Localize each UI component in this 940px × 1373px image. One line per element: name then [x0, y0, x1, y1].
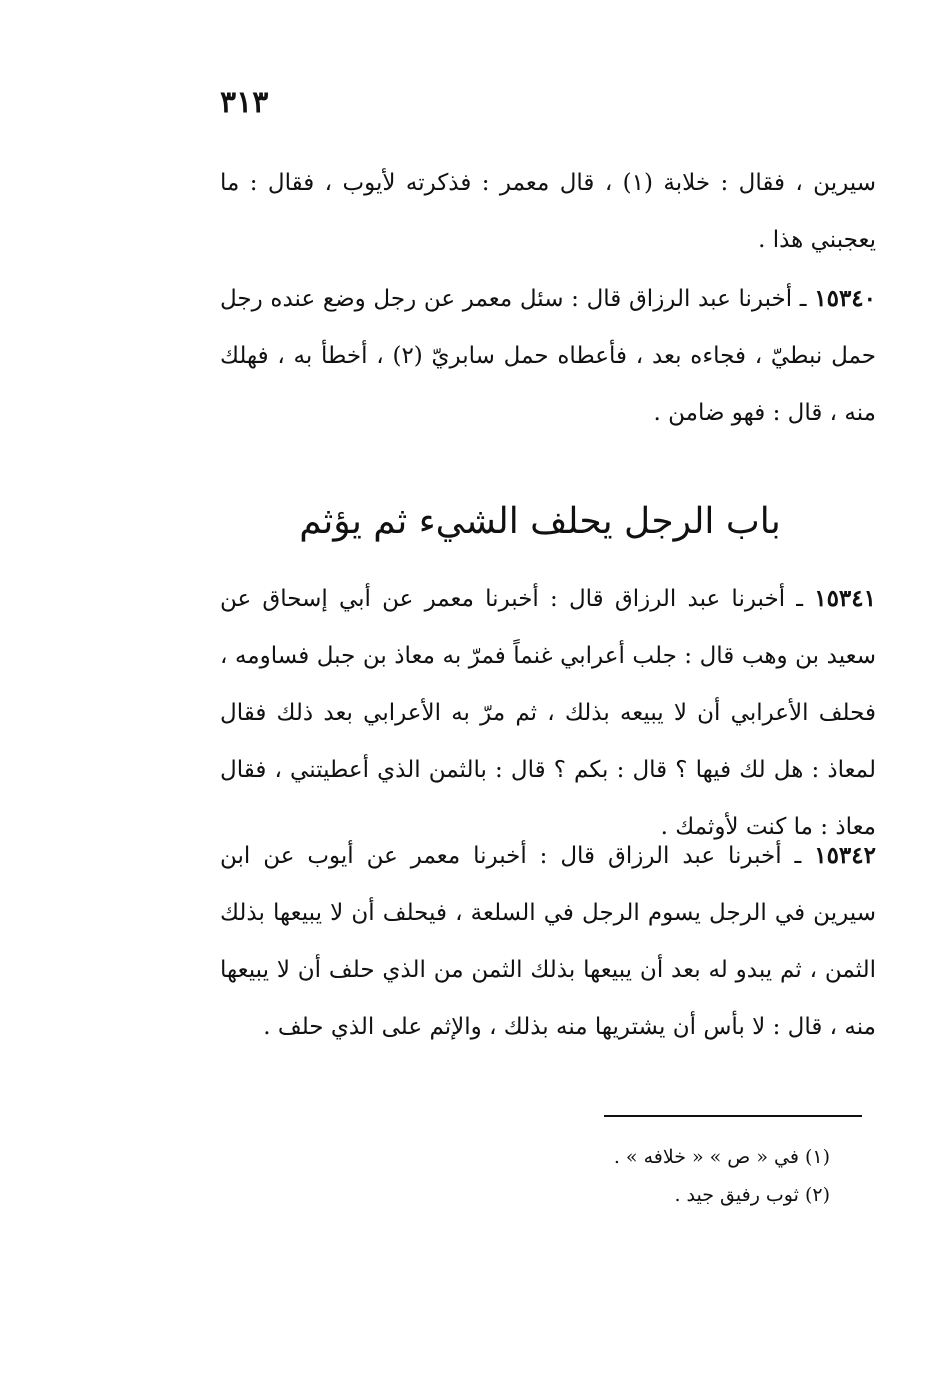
paragraph-text: سيرين ، فقال : خلابة (١) ، قال معمر : فذكرته لأيوب ، فقال : ما يعجبني هذا . — [220, 170, 876, 253]
footnote-2: (٢) ثوب رفيق جيد . — [674, 1184, 830, 1206]
footnotes — [430, 1138, 830, 1214]
hadith-number: ١٥٣٤٢ — [814, 842, 876, 869]
continuation-paragraph — [220, 155, 876, 269]
hadith-entry-15342 — [220, 827, 876, 1056]
hadith-entry-15340 — [220, 270, 876, 442]
hadith-text: ـ أخبرنا عبد الرزاق قال : أخبرنا معمر عن أيوب عن ابن سيرين في الرجل يسوم الرجل في السلعة ، فيحلف أن لا يبيعها بذلك الثمن ، ثم يبدو له بعد أن يبيعها بذلك الثمن من الذي حلف أن لا يبيعها منه ، قال : لا بأس أن يشتريها منه بذلك ، والإثم على الذي حلف . — [220, 843, 876, 1040]
chapter-heading: باب الرجل يحلف الشيء ثم يؤثم — [299, 501, 781, 542]
footnote-divider — [604, 1115, 862, 1117]
footnote-1: (١) في « ص » « خلافه » . — [613, 1146, 830, 1168]
hadith-entry-15341 — [220, 570, 876, 856]
hadith-text: ـ أخبرنا عبد الرزاق قال : سئل معمر عن رجل وضع عنده رجل حمل نبطيّ ، فجاءه بعد ، فأعطاه حمل سابريّ (٢) ، أخطأ به ، فهلك منه ، قال : فهو ضامن . — [220, 286, 876, 426]
page-number: ٣١٣ — [220, 85, 269, 120]
hadith-number: ١٥٣٤١ — [814, 585, 876, 612]
hadith-number: ١٥٣٤٠ — [814, 285, 877, 312]
hadith-text: ـ أخبرنا عبد الرزاق قال : أخبرنا معمر عن أبي إسحاق عن سعيد بن وهب قال : جلب أعرابي غنماً فمرّ به معاذ بن جبل فساومه ، فحلف الأعرابي أن لا يبيعه بذلك ، ثم مرّ به الأعرابي بعد ذلك فقال لمعاذ : هل لك فيها ؟ قال : بكم ؟ قال : بالثمن الذي أعطيتني ، فقال معاذ : ما كنت لأوثمك . — [220, 586, 876, 840]
